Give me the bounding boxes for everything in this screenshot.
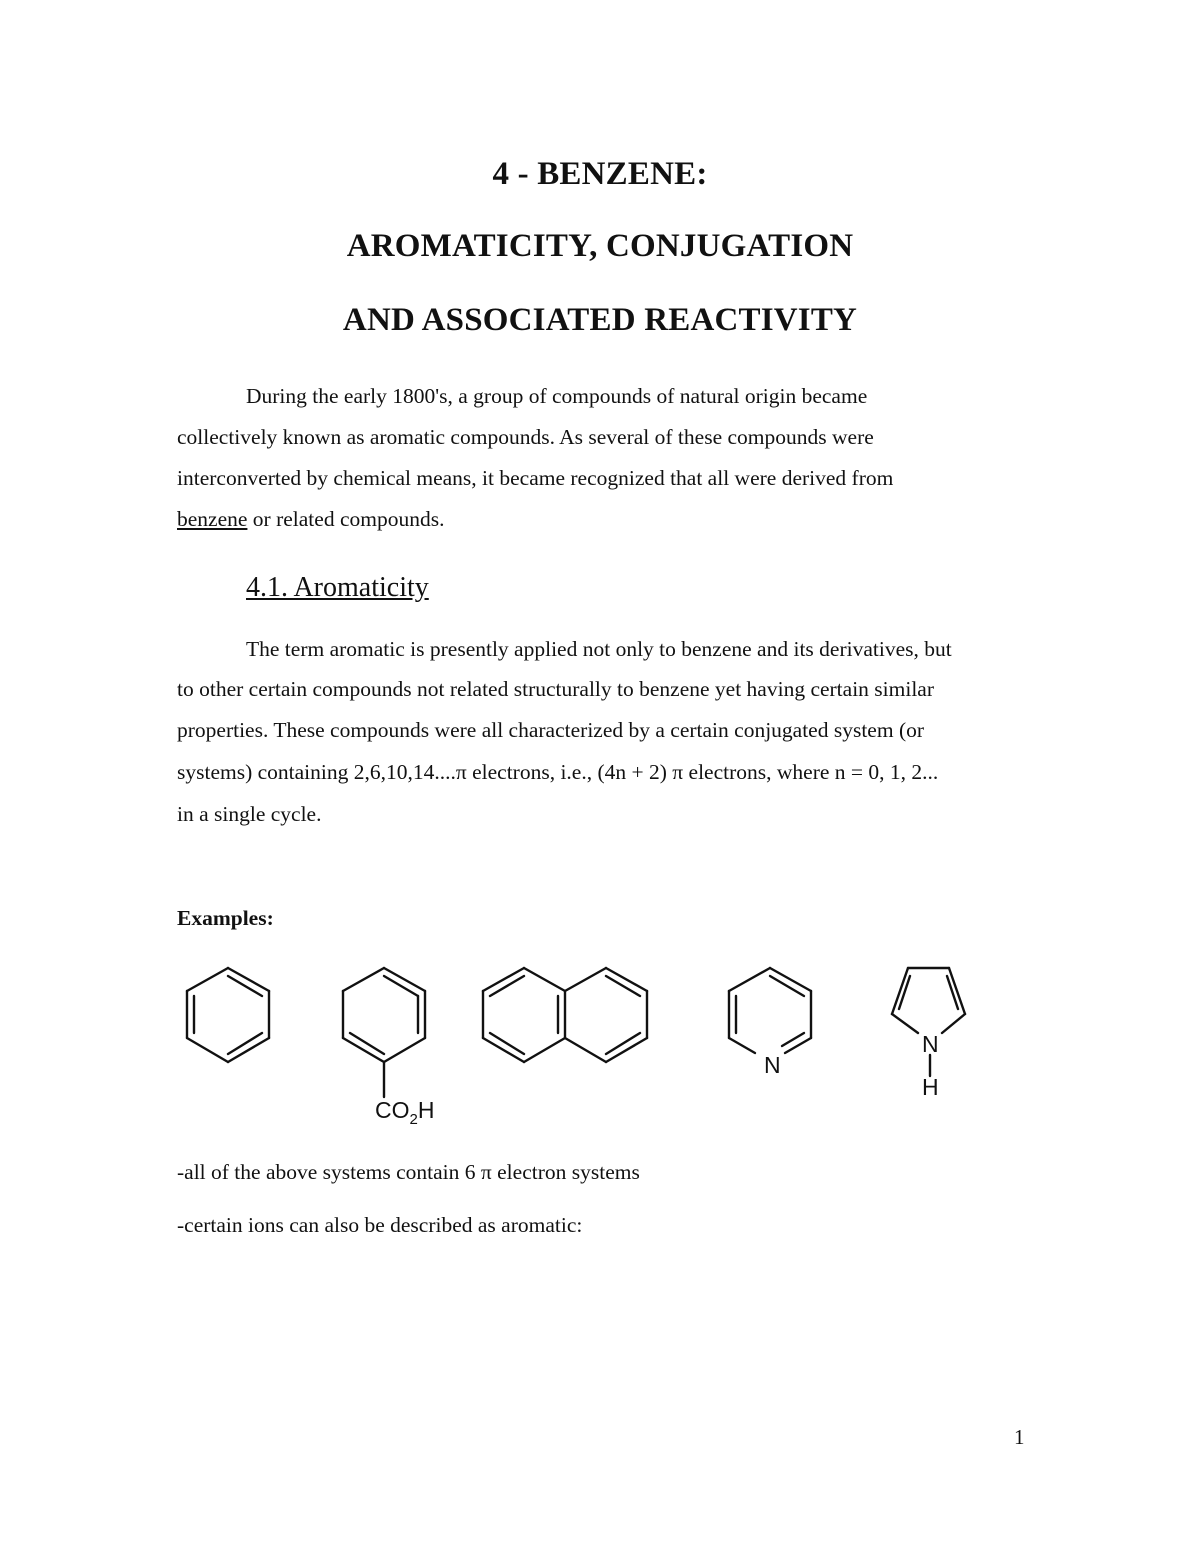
benzene-structure [187, 968, 269, 1062]
hydrogen-atom: H [922, 1074, 939, 1100]
paragraph-line: in a single cycle. [177, 802, 322, 826]
note-line: -all of the above systems contain 6 π electron systems [177, 1160, 640, 1184]
chapter-subtitle-line-2: AND ASSOCIATED REACTIVITY [342, 302, 858, 338]
benzoic-acid-structure [343, 968, 434, 1128]
paragraph-line: properties. These compounds were all characterized by a certain conjugated system (or [177, 718, 925, 742]
paragraph-line: The term aromatic is presently applied not only to benzene and its derivatives, but [246, 637, 952, 661]
page-number: 1 [1014, 1425, 1025, 1449]
nitrogen-atom: N [922, 1031, 939, 1057]
paragraph-line: collectively known as aromatic compounds. As several of these compounds were [177, 425, 874, 449]
nitrogen-atom: N [764, 1052, 781, 1078]
carboxyl-label: $CO_2H$ [375, 1097, 435, 1128]
note-line: -certain ions can also be described as aromatic: [177, 1213, 583, 1237]
paragraph-text: or related compounds. [247, 507, 445, 531]
section-heading: 4.1. Aromaticity [246, 572, 429, 603]
paragraph-line: to other certain compounds not related structurally to benzene yet having certain similar [177, 677, 935, 701]
paragraph-line: interconverted by chemical means, it became recognized that all were derived from [177, 466, 894, 490]
pyrrole-structure [892, 968, 965, 1100]
paragraph-line: During the early 1800's, a group of compounds of natural origin became [246, 384, 868, 408]
underlined-term: benzene [177, 507, 248, 531]
pyridine-structure [729, 968, 811, 1078]
paragraph-line: systems) containing 2,6,10,14....π electrons, i.e., (4n + 2) π electrons, where n = 0, 1, 2... [177, 760, 939, 784]
chapter-subtitle-line-1: AROMATICITY, CONJUGATION [346, 228, 854, 264]
examples-label: Examples: [177, 906, 274, 930]
chapter-title: 4 - BENZENE: [492, 156, 708, 192]
naphthalene-structure [483, 968, 647, 1062]
